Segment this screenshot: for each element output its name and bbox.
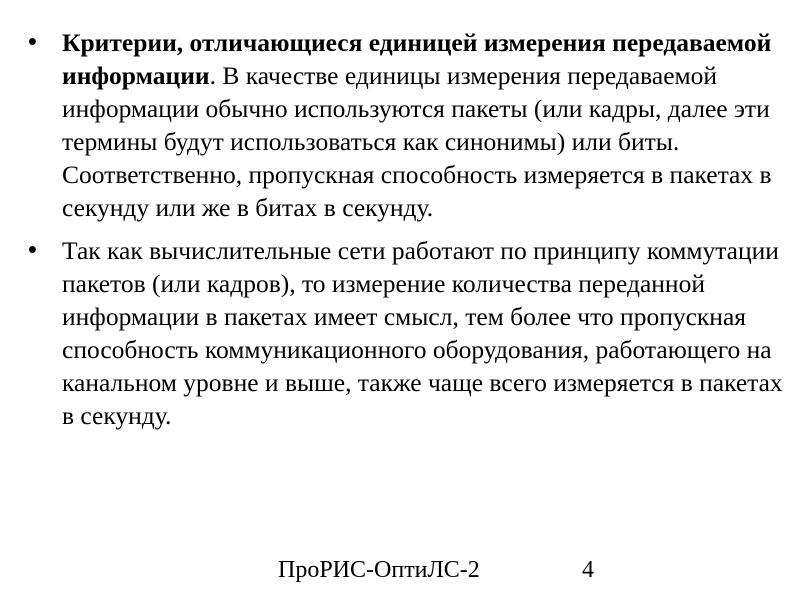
bullet-body-text: Так как вычислительные сети работают по принципу коммутации пакетов (или кадров), то измерение количества переданной информации в пакетах имеет смысл, тем более что пропускная способность коммуникационного оборудования, работающего на канальном уровне и выше, также чаще всего измеряется в пакетах в секунду. <box>62 236 783 430</box>
bullet-item-criteria <box>28 26 788 224</box>
bullet-item-packets <box>28 234 788 432</box>
bullet-body-text: . В качестве единицы измерения передаваемой информации обычно используются пакеты (или кадры, далее эти термины будут использоваться как синонимы) или биты. Соответственно, пропускная способность измеряется в пакетах в секунду или же в битах в секунду. <box>62 61 772 222</box>
bullet-icon: • <box>28 236 37 264</box>
bullet-list <box>28 26 788 442</box>
bullet-icon: • <box>28 28 37 56</box>
footer-title: ПроРИС-ОптиЛС-2 <box>278 557 480 583</box>
bullet-bold-heading: Критерии, отличающиеся единицей измерения передаваемой информации <box>62 28 772 90</box>
page-number: 4 <box>582 557 594 583</box>
